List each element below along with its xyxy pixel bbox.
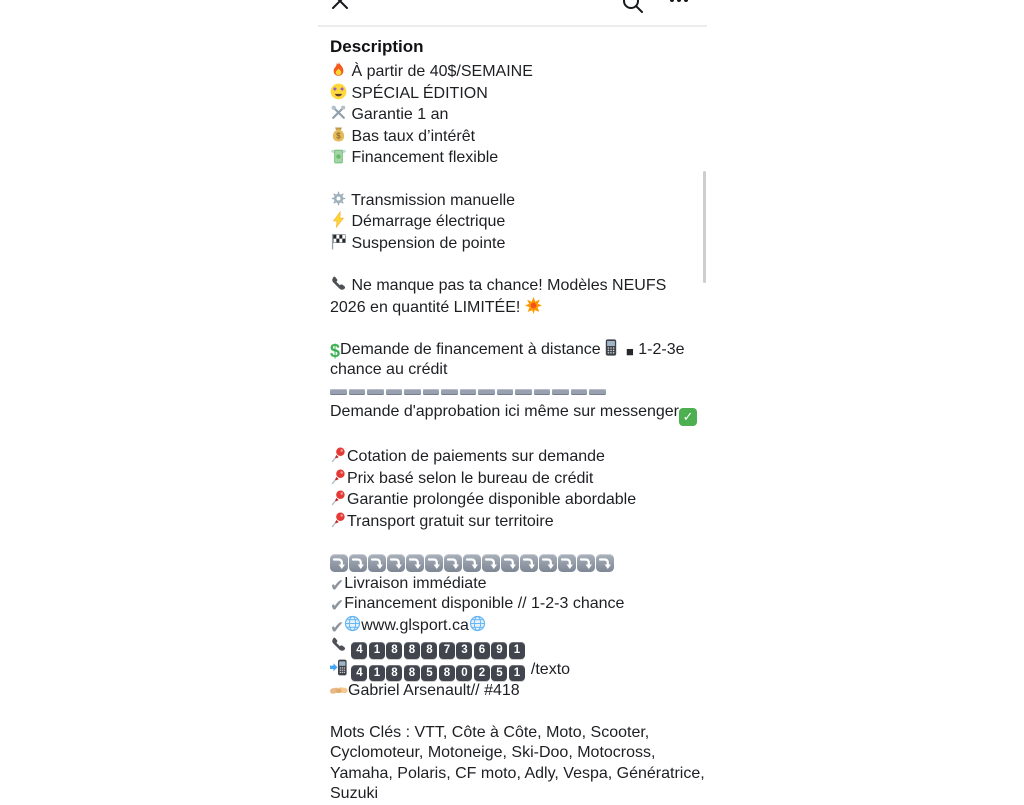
- keycap-digit-icon: 3: [456, 642, 472, 659]
- keycap-digit-icon: 4: [351, 665, 367, 682]
- description-line: [330, 636, 705, 659]
- minus-bar-icon: [497, 389, 516, 396]
- keycap-digit-icon: 5: [491, 665, 507, 682]
- keycap-digit-icon: 8: [404, 642, 420, 659]
- keycap-digit-icon: 8: [386, 665, 402, 682]
- arrow-curving-down-icon: [577, 554, 596, 572]
- minus-bar-icon: [423, 389, 442, 396]
- scrollbar-thumb[interactable]: [703, 171, 706, 283]
- lightning-icon: [330, 211, 347, 228]
- keycap-digit-icon: 7: [439, 642, 455, 659]
- description-line: Garantie prolongée disponible abordable: [330, 489, 705, 511]
- arrow-curving-down-icon: [482, 554, 501, 572]
- arrow-curving-down-icon: [330, 554, 349, 572]
- minus-bar-icon: [589, 389, 608, 396]
- keycap-digit-icon: 8: [386, 642, 402, 659]
- minus-bar-icon: [386, 389, 405, 396]
- search-icon[interactable]: [621, 0, 645, 15]
- description-line: [330, 169, 705, 190]
- description-line: Demande d'approbation ici même sur messenger ✓: [330, 402, 705, 426]
- description-line: Ne manque pas ta chance! Modèles NEUFS 2026 en quantité LIMITÉE!: [330, 276, 671, 316]
- minus-bar-icon: [441, 389, 460, 396]
- description-line: Transport gratuit sur territoire: [330, 511, 705, 533]
- description-line: ✔ www.glsport.ca: [330, 615, 705, 637]
- description-line: $Demande de financement à distance ■ 1-2-3e chance au crédit: [330, 340, 689, 379]
- description-content: [330, 36, 710, 805]
- phone-receiver-icon: [330, 275, 347, 292]
- check-gray-icon: ✔: [330, 575, 345, 595]
- gear-icon: [330, 190, 347, 207]
- mobile-arrow-icon: [330, 659, 347, 676]
- description-line: SPÉCIAL ÉDITION: [330, 83, 705, 105]
- description-line: [330, 426, 705, 447]
- description-line: Suspension de pointe: [330, 233, 705, 255]
- keycap-digit-icon: 1: [369, 665, 385, 682]
- keycap-digit-icon: 1: [369, 642, 385, 659]
- svg-text:$: $: [336, 131, 341, 141]
- description-line: [330, 553, 705, 574]
- description-line: Mots Clés : VTT, Côte à Côte, Moto, Scooter, Cyclomoteur, Motoneige, Ski-Doo, Motocross, Yamaha, Polaris, CF moto, Adly, Vespa, Génératrice, Suzuki: [330, 723, 710, 803]
- check-gray-icon: ✔: [330, 596, 345, 616]
- keycap-digit-icon: 8: [439, 665, 455, 682]
- close-icon[interactable]: [330, 0, 350, 11]
- arrow-curving-down-icon: [596, 554, 615, 572]
- description-text: [330, 61, 710, 805]
- description-line: Financement flexible: [330, 147, 705, 169]
- keycap-digit-icon: 9: [491, 642, 507, 659]
- keycap-digit-icon: 0: [456, 665, 472, 682]
- description-panel: [318, 0, 710, 803]
- arrow-curving-down-icon: [520, 554, 539, 572]
- arrow-curving-down-icon: [406, 554, 425, 572]
- star-struck-icon: [330, 83, 347, 100]
- description-line: Transmission manuelle: [330, 190, 705, 212]
- description-line: ✔Livraison immédiate: [330, 574, 487, 595]
- money-wings-icon: [330, 147, 347, 164]
- minus-bar-icon: [367, 389, 386, 396]
- mobile-keypad-icon: [605, 339, 617, 356]
- arrow-curving-down-icon: [501, 554, 520, 572]
- phone-receiver-icon: [330, 636, 347, 653]
- keycap-digit-icon: 5: [421, 665, 437, 682]
- arrow-curving-down-icon: [368, 554, 387, 572]
- minus-bar-icon: [349, 389, 368, 396]
- collision-icon: [525, 297, 542, 314]
- pushpin-icon: [330, 489, 347, 506]
- keycap-digit-icon: 6: [474, 642, 490, 659]
- description-line: [330, 702, 705, 723]
- arrow-curving-down-icon: [539, 554, 558, 572]
- description-line: [330, 381, 705, 402]
- description-line: ✔Financement disponible // 1-2-3 chance: [330, 595, 625, 616]
- check-green-icon: ✓: [679, 408, 697, 426]
- handshake-icon: [330, 684, 348, 697]
- description-line: Gabriel Arsenault// #418: [330, 681, 705, 702]
- arrow-curving-down-icon: [349, 554, 368, 572]
- header-divider: [318, 25, 707, 27]
- pushpin-icon: [330, 446, 347, 463]
- keycap-digit-icon: 4: [351, 642, 367, 659]
- arrow-curving-down-icon: [444, 554, 463, 572]
- globe-icon: [344, 615, 361, 632]
- description-line: Démarrage électrique: [330, 211, 705, 233]
- keycap-digit-icon: 8: [404, 665, 420, 682]
- arrow-curving-down-icon: [558, 554, 577, 572]
- hammer-wrench-icon: [330, 104, 347, 121]
- description-line: À partir de 40$/SEMAINE: [330, 61, 705, 83]
- keycap-digit-icon: 8: [421, 642, 437, 659]
- check-gray-icon: ✔: [330, 617, 345, 637]
- minus-bar-icon: [552, 389, 571, 396]
- description-line: Prix basé selon le bureau de crédit: [330, 468, 705, 490]
- minus-bar-icon: [460, 389, 479, 396]
- description-line: Cotation de paiements sur demande: [330, 446, 705, 468]
- keycap-digit-icon: 1: [509, 642, 525, 659]
- description-line: Garantie 1 an: [330, 104, 705, 126]
- pushpin-icon: [330, 468, 347, 485]
- description-line: $ Bas taux d’intérêt: [330, 126, 705, 148]
- arrow-curving-down-icon: [463, 554, 482, 572]
- description-line: [330, 318, 705, 339]
- arrow-curving-down-icon: [387, 554, 406, 572]
- top-bar: [318, 0, 707, 25]
- dollar-sign-icon: $: [330, 340, 341, 361]
- section-title: Description: [330, 37, 424, 56]
- description-line: [330, 532, 705, 553]
- pushpin-icon: [330, 511, 347, 528]
- description-line: [330, 254, 705, 275]
- minus-bar-icon: [515, 389, 534, 396]
- arrow-curving-down-icon: [425, 554, 444, 572]
- globe-icon: [469, 615, 486, 632]
- description-line: 4 1 8 8 5 8 0 2 5 1 /texto: [330, 659, 705, 682]
- minus-bar-icon: [478, 389, 497, 396]
- checkered-flag-icon: [330, 233, 347, 250]
- keycap-digit-icon: 2: [474, 665, 490, 682]
- keycap-digit-icon: 1: [509, 665, 525, 682]
- minus-bar-icon: [534, 389, 553, 396]
- minus-bar-icon: [571, 389, 590, 396]
- minus-bar-icon: [330, 389, 349, 396]
- minus-bar-icon: [404, 389, 423, 396]
- fire-icon: [330, 61, 347, 78]
- more-options-icon[interactable]: [670, 0, 696, 8]
- money-bag-icon: [330, 126, 347, 143]
